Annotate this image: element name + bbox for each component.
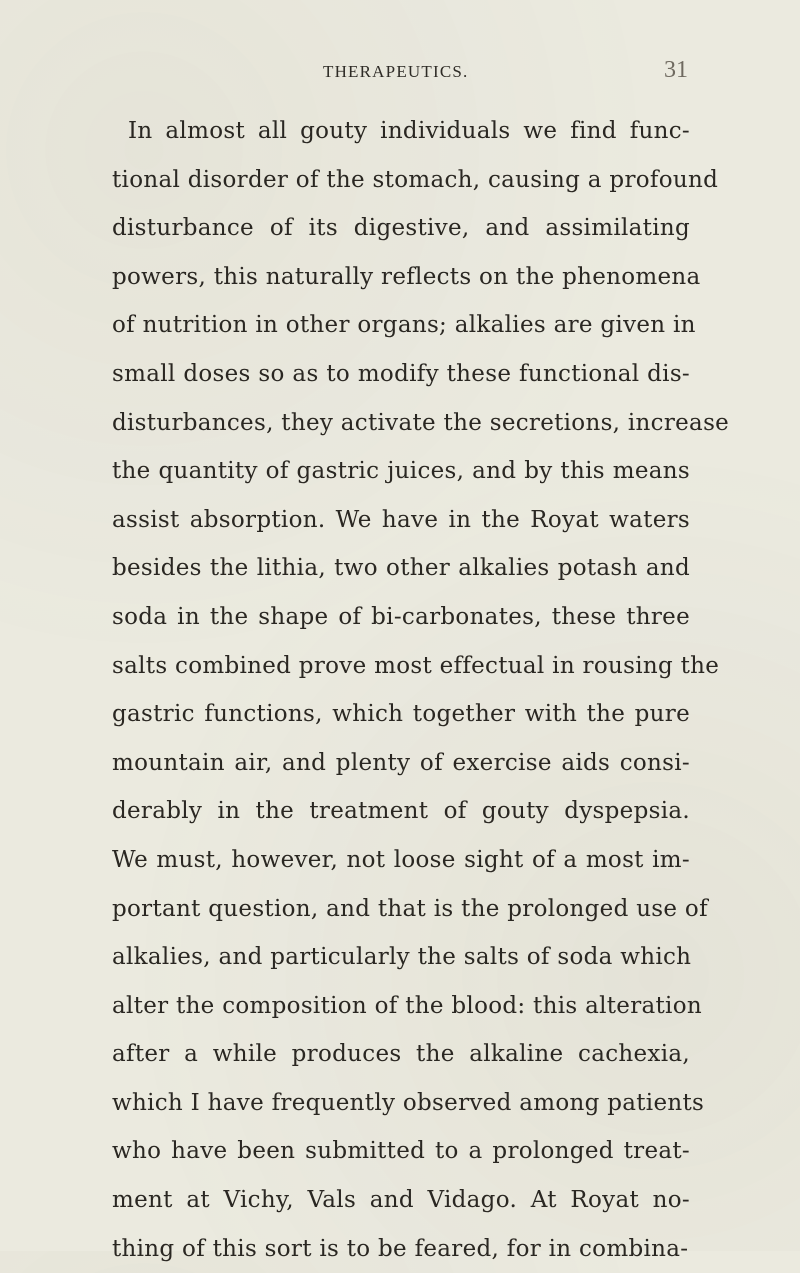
text-line: besides the lithia, two other alkalies potash and <box>112 555 690 582</box>
page-number: 31 <box>664 57 688 83</box>
text-line: tional disorder of the stomach, causing a profound <box>112 166 719 193</box>
text-line: mountain air, and plenty of exercise aids consi- <box>112 749 690 776</box>
text-line: who have been submitted to a prolonged treat- <box>112 1138 690 1165</box>
text-line: derably in the treatment of gouty dyspepsia. <box>112 798 690 825</box>
text-line: soda in the shape of bi-carbonates, these three <box>112 603 690 630</box>
text-line: which I have frequently observed among patients <box>112 1089 705 1116</box>
body-paragraph <box>112 107 730 1273</box>
text-line: ment at Vichy, Vals and Vidago. At Royat no- <box>112 1187 690 1214</box>
text-line: alkalies, and particularly the salts of soda which <box>112 944 692 971</box>
text-line: small doses so as to modify these functional dis- <box>112 360 690 387</box>
text-line: of nutrition in other organs; alkalies are given in <box>112 312 696 339</box>
text-line: disturbances, they activate the secretions, increase <box>112 409 730 436</box>
text-line: gastric functions, which together with the pure <box>112 701 690 728</box>
text-line: alter the composition of the blood: this alteration <box>112 992 702 1019</box>
text-line: powers, this naturally reflects on the phenomena <box>112 263 701 290</box>
text-line: thing of this sort is to be feared, for in combina- <box>112 1235 689 1262</box>
running-head <box>0 57 800 86</box>
text-line: We must, however, not loose sight of a most im- <box>112 846 690 873</box>
text-line: disturbance of its digestive, and assimilating <box>112 215 690 242</box>
text-line: assist absorption. We have in the Royat waters <box>112 506 690 533</box>
text-line: portant question, and that is the prolonged use of <box>112 895 708 922</box>
text-line: In almost all gouty individuals we find func- <box>128 118 690 144</box>
text-line: after a while produces the alkaline cachexia, <box>112 1041 690 1068</box>
text-line: salts combined prove most effectual in rousing the <box>112 652 720 679</box>
running-title: THERAPEUTICS. <box>323 62 469 81</box>
text-line: the quantity of gastric juices, and by this means <box>112 458 690 485</box>
